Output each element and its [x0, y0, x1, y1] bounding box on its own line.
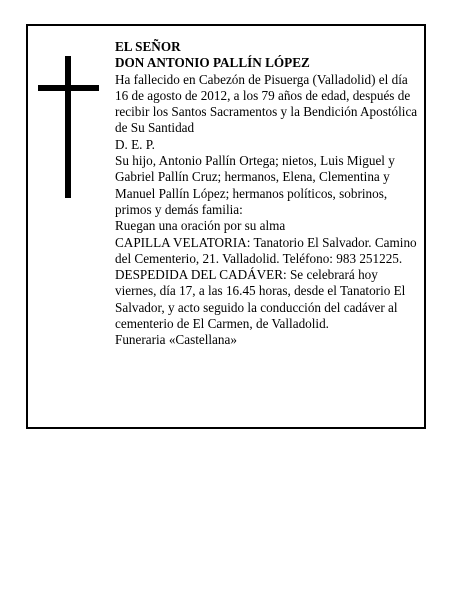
- cross-vertical-bar: [65, 56, 71, 198]
- family-list: Su hijo, Antonio Pallín Ortega; nietos, Luis Miguel y Gabriel Pallín Cruz; hermanos, Elena, Clementina y Manuel Pallín López; hermanos políticos, sobrinos, primos y demás familia:: [115, 153, 395, 217]
- deceased-name: DON ANTONIO PALLÍN LÓPEZ: [115, 55, 310, 71]
- cross-horizontal-bar: [38, 85, 99, 91]
- rip-line: D. E. P.: [115, 136, 155, 152]
- prayer-request: Ruegan una oración por su alma: [115, 218, 286, 234]
- obituary-notice: [26, 24, 426, 429]
- cross-icon: [38, 56, 99, 198]
- funeral-home: Funeraria «Castellana»: [115, 332, 237, 348]
- chapel-info: CAPILLA VELATORIA: Tanatorio El Salvador. Camino del Cementerio, 21. Valladolid. Teléfono: 983 251225.: [115, 234, 417, 266]
- death-announcement: Ha fallecido en Cabezón de Pisuerga (Valladolid) el día 16 de agosto de 2012, a los 79 años de edad, después de recibir los Santos Sacramentos y la Bendición Apostólica de Su Santidad: [115, 71, 418, 136]
- farewell-info: DESPEDIDA DEL CADÁVER: Se celebrará hoy viernes, día 17, a las 16.45 horas, desde el Tanatorio El Salvador, y acto seguido la conducción del cadáver al cementerio de El Carmen, de Valladolid.: [115, 267, 406, 332]
- heading-title: EL SEÑOR: [115, 39, 181, 54]
- notice-text: [115, 39, 421, 349]
